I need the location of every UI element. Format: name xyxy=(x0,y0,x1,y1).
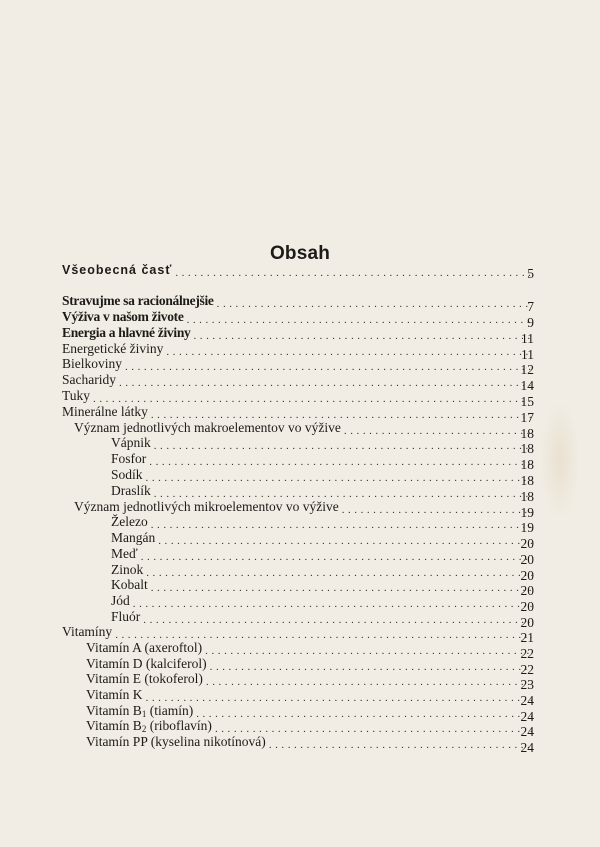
toc-entry xyxy=(62,388,534,409)
toc-page-number: 5 xyxy=(527,266,534,281)
toc-entry xyxy=(74,420,534,441)
toc-page-number: 9 xyxy=(527,315,534,330)
toc-page-number: 22 xyxy=(520,662,534,677)
toc-entry-label: Kobalt xyxy=(111,577,148,592)
toc-entry xyxy=(111,451,534,472)
toc-page-number: 23 xyxy=(520,677,534,692)
toc-entry xyxy=(111,435,534,456)
toc-page-number: 24 xyxy=(520,693,534,708)
toc-entry xyxy=(111,514,534,535)
toc-page-number: 18 xyxy=(520,426,534,441)
toc-entry xyxy=(62,624,534,645)
toc-page-number: 11 xyxy=(521,347,534,362)
toc-entry-label: Význam jednotlivých mikroelementov vo výžive xyxy=(74,499,339,514)
toc-page-number: 20 xyxy=(520,536,534,551)
toc-entry xyxy=(62,341,534,362)
toc-entry-label: Stravujme sa racionálnejšie xyxy=(62,293,214,308)
toc-entry xyxy=(111,593,534,614)
toc-entry-label: Bielkoviny xyxy=(62,356,122,371)
toc-entry-label: Tuky xyxy=(62,388,91,403)
toc-entry-label: Vitamín K xyxy=(86,687,143,702)
toc-page-number: 18 xyxy=(520,489,534,504)
toc-entry-label: Sodík xyxy=(111,467,143,482)
toc-entry xyxy=(62,372,534,393)
toc-entry-label: Vápnik xyxy=(111,435,151,450)
toc-entry-label: Všeobecná časť xyxy=(62,263,173,277)
toc-page-number: 11 xyxy=(521,331,534,346)
toc-entry-label: Význam jednotlivých makroelementov vo výžive xyxy=(74,420,341,435)
toc-entry xyxy=(111,483,534,504)
toc-page-number: 19 xyxy=(520,505,534,520)
toc-entry-label: Vitamín PP (kyselina nikotínová) xyxy=(86,734,266,749)
toc-entry xyxy=(111,577,534,598)
toc-page-number: 12 xyxy=(520,362,534,377)
toc-page-number: 14 xyxy=(520,378,534,393)
toc-entry-label: Sacharidy xyxy=(62,372,116,387)
toc-page-number: 15 xyxy=(520,394,534,409)
toc-entry xyxy=(86,656,534,677)
toc-page-number: 20 xyxy=(520,552,534,567)
toc-entry-label: Draslík xyxy=(111,483,151,498)
toc-page-number: 21 xyxy=(520,630,534,645)
toc-page-number: 24 xyxy=(520,709,534,724)
toc-entry xyxy=(62,356,534,377)
toc-page-number: 7 xyxy=(527,299,534,314)
toc-entry-label: Fluór xyxy=(111,609,141,624)
toc-entry xyxy=(62,262,534,281)
toc-entry-label: Vitamín A (axeroftol) xyxy=(86,640,203,655)
toc-entry xyxy=(86,703,534,724)
toc-entry xyxy=(111,562,534,583)
toc-entry xyxy=(74,499,534,520)
toc-entry-label: Minerálne látky xyxy=(62,404,148,419)
toc-entry xyxy=(86,671,534,692)
toc-leader-dots xyxy=(269,737,532,753)
toc-page-number: 24 xyxy=(520,724,534,739)
toc-entry-label: Zinok xyxy=(111,562,144,577)
toc-entry-label: Fosfor xyxy=(111,451,147,466)
toc-page-number: 19 xyxy=(520,520,534,535)
toc-page-number: 20 xyxy=(520,568,534,583)
toc-page-number: 20 xyxy=(520,583,534,598)
toc-entry xyxy=(86,734,534,755)
toc-page-number: 20 xyxy=(520,599,534,614)
toc-leader-dots xyxy=(175,265,532,281)
toc-entry-label: Vitamín $B_2$ (riboflavín) xyxy=(86,718,212,734)
toc-entry xyxy=(111,530,534,551)
toc-entry-label: Vitamín E (tokoferol) xyxy=(86,671,203,686)
toc-entry xyxy=(86,687,534,708)
toc-page-number: 17 xyxy=(520,410,534,425)
toc-entry xyxy=(62,325,534,346)
toc-page-number: 18 xyxy=(520,441,534,456)
toc-entry-label: Výživa v našom živote xyxy=(62,309,184,324)
page-title: Obsah xyxy=(269,242,331,264)
toc-entry-label: Energia a hlavné živiny xyxy=(62,325,191,340)
toc-page-number: 18 xyxy=(520,457,534,472)
toc-page-number: 20 xyxy=(520,615,534,630)
toc-page-number: 24 xyxy=(520,740,534,755)
toc-entry xyxy=(62,309,534,330)
toc-entry xyxy=(111,546,534,567)
toc-entry xyxy=(62,404,534,425)
toc-entry xyxy=(86,718,534,739)
toc-entry-label: Energetické živiny xyxy=(62,341,164,356)
toc-entry-label: Vitamín D (kalciferol) xyxy=(86,656,207,671)
toc-entry-label: Železo xyxy=(111,514,148,529)
toc-page-number: 18 xyxy=(520,473,534,488)
toc-entry xyxy=(62,293,534,314)
toc-entry-label: Vitamíny xyxy=(62,624,113,639)
toc-entry xyxy=(111,467,534,488)
toc-entry-label: Mangán xyxy=(111,530,156,545)
toc-page-number: 22 xyxy=(520,646,534,661)
toc-entry-label: Vitamín $B_1$ (tiamín) xyxy=(86,703,194,719)
toc-entry-label: Meď xyxy=(111,546,138,561)
toc-entry xyxy=(86,640,534,661)
toc-entry-label: Jód xyxy=(111,593,130,608)
toc-entry xyxy=(111,609,534,630)
